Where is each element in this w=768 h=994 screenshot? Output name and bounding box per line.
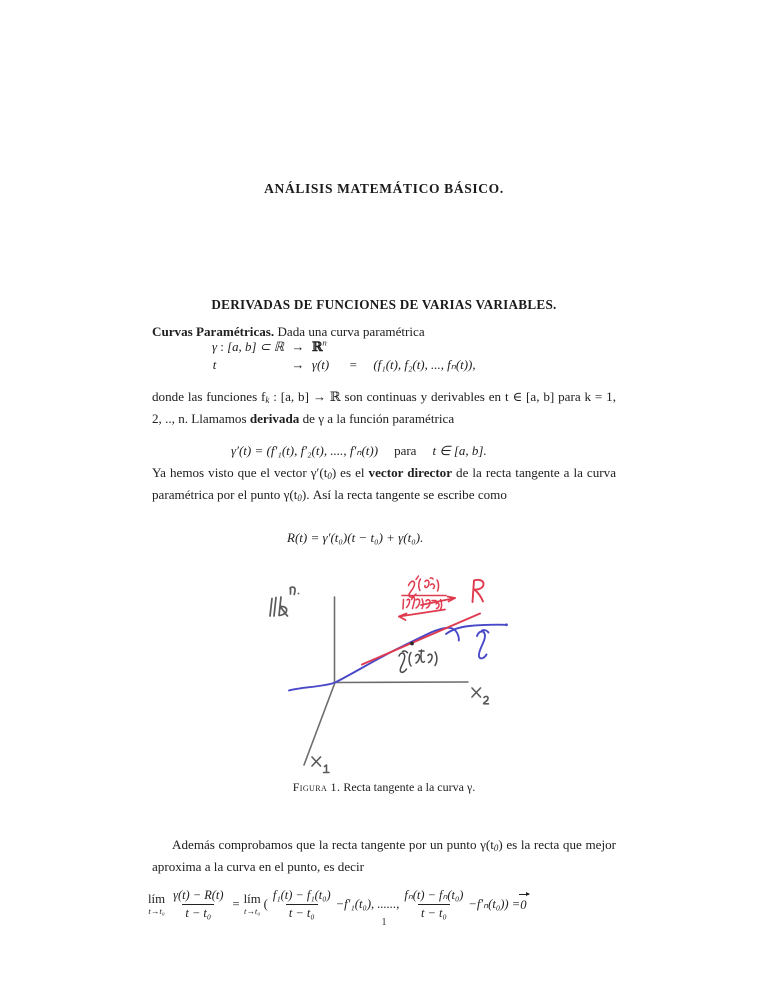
paragraph-ademas: Además comprobamos que la recta tangente por un punto $\gamma(t_0)$ es la recta que mejor aproxima a la curva en el punto, es decir <box>152 837 616 874</box>
donde-part2: para k = 1, 2, .., n. Llamamos derivada de γ a la función paramétrica <box>152 389 617 426</box>
ya-hemos-a: Ya hemos visto que el vector γ′(t <box>152 465 328 480</box>
derivative-domain: t ∈ [a, b]. <box>432 443 487 458</box>
lead-in-curvas: Curvas Paramétricas. <box>152 324 275 339</box>
fraction-2: $\frac{\text{f₁(t) − f₁(t₀)}}{\text{t − t₀}}$ <box>272 888 331 920</box>
label-space-IRn <box>270 587 295 616</box>
curvas-text: Dada una curva paramétrica <box>274 324 425 339</box>
keyword-derivada: derivada <box>249 410 300 426</box>
figure-tangent-line-drawing <box>250 564 542 786</box>
derivative-expression: γ′(t) = (f′₁(t), f′₂(t), ...., f′ₙ(t)) <box>231 443 379 458</box>
page-number: 1 <box>381 917 387 928</box>
limit-minus-term-1: −f′₁(t₀), ......, <box>335 896 400 911</box>
unit-tangent-annotation <box>399 576 455 620</box>
figure-caption <box>152 780 616 795</box>
figure-caption-text: Recta tangente a la curva γ. <box>340 780 476 794</box>
figure-axes <box>304 597 468 765</box>
tangency-point-dot <box>410 642 414 646</box>
mapping-image-bottom: γ(t) = (f₁(t), f₂(t), ..., fₙ(t)), <box>311 358 476 372</box>
label-axis-x1 <box>312 757 329 773</box>
mapping-arrow-bottom: → <box>291 358 305 372</box>
curve-gamma <box>289 625 506 691</box>
fraction-3: $\frac{\text{fₙ(t) − fₙ(t₀)}}{\text{t − t₀}}$ <box>404 888 464 920</box>
label-axis-x2 <box>472 688 489 704</box>
equation-mapping <box>212 337 476 373</box>
section-heading: DERIVADAS DE FUNCIONES DE VARIAS VARIABLES. <box>211 297 557 312</box>
equation-tangent-line: R(t) = γ′(t₀)(t − t₀) + γ(t₀). <box>287 530 424 545</box>
figure-caption-label: Figura 1. <box>292 780 341 794</box>
keyword-vector-director: vector director <box>368 465 453 480</box>
label-gamma-curve <box>477 630 489 658</box>
derivative-para-word: para <box>394 443 417 458</box>
mapping-codomain-top: ℝ$^n$ <box>311 337 327 355</box>
fraction-1: $\frac{\gamma(t) - R(t)}{\text{t − t₀}}$ <box>173 888 224 920</box>
donde-part1: donde las funciones $f_k$ : [a, b] → ℝ son continuas y derivables en t ∈ [a, b] <box>152 389 555 406</box>
limit-open-paren: ( <box>263 896 268 911</box>
limit-minus-term-2: −f′ₙ(t₀)) = <box>468 897 521 912</box>
paragraph-ya-hemos-visto: Ya hemos visto que el vector $\gamma'(t_0)$ es el vector director de la recta tangente a la curva paramétrica por el punto $\gamma(t_0)$. Así la recta tangente se escribe como <box>152 465 617 503</box>
limit-operator-2: lím t→t₀ <box>243 891 261 916</box>
paragraph-donde <box>152 386 616 429</box>
equation-limit <box>148 888 527 920</box>
limit-equals: = <box>232 896 240 911</box>
mapping-domain-bottom: t <box>212 358 217 372</box>
limit-operator-1: lím t→t₀ <box>148 891 166 916</box>
equation-derivative <box>231 443 487 459</box>
page-title: ANÁLISIS MATEMÁTICO BÁSICO. <box>264 181 504 196</box>
mapping-arrow-top: → <box>291 340 305 354</box>
mapping-colon: : <box>220 340 224 354</box>
zero-vector: 0 <box>520 897 527 912</box>
label-R <box>473 580 484 602</box>
label-gamma-t0 <box>399 650 437 672</box>
mapping-gamma: γ <box>212 340 218 354</box>
mapping-domain-top: [a, b] ⊂ ℝ <box>227 340 284 354</box>
label-space-period <box>298 593 300 595</box>
curve-endpoint-dot <box>505 623 508 626</box>
